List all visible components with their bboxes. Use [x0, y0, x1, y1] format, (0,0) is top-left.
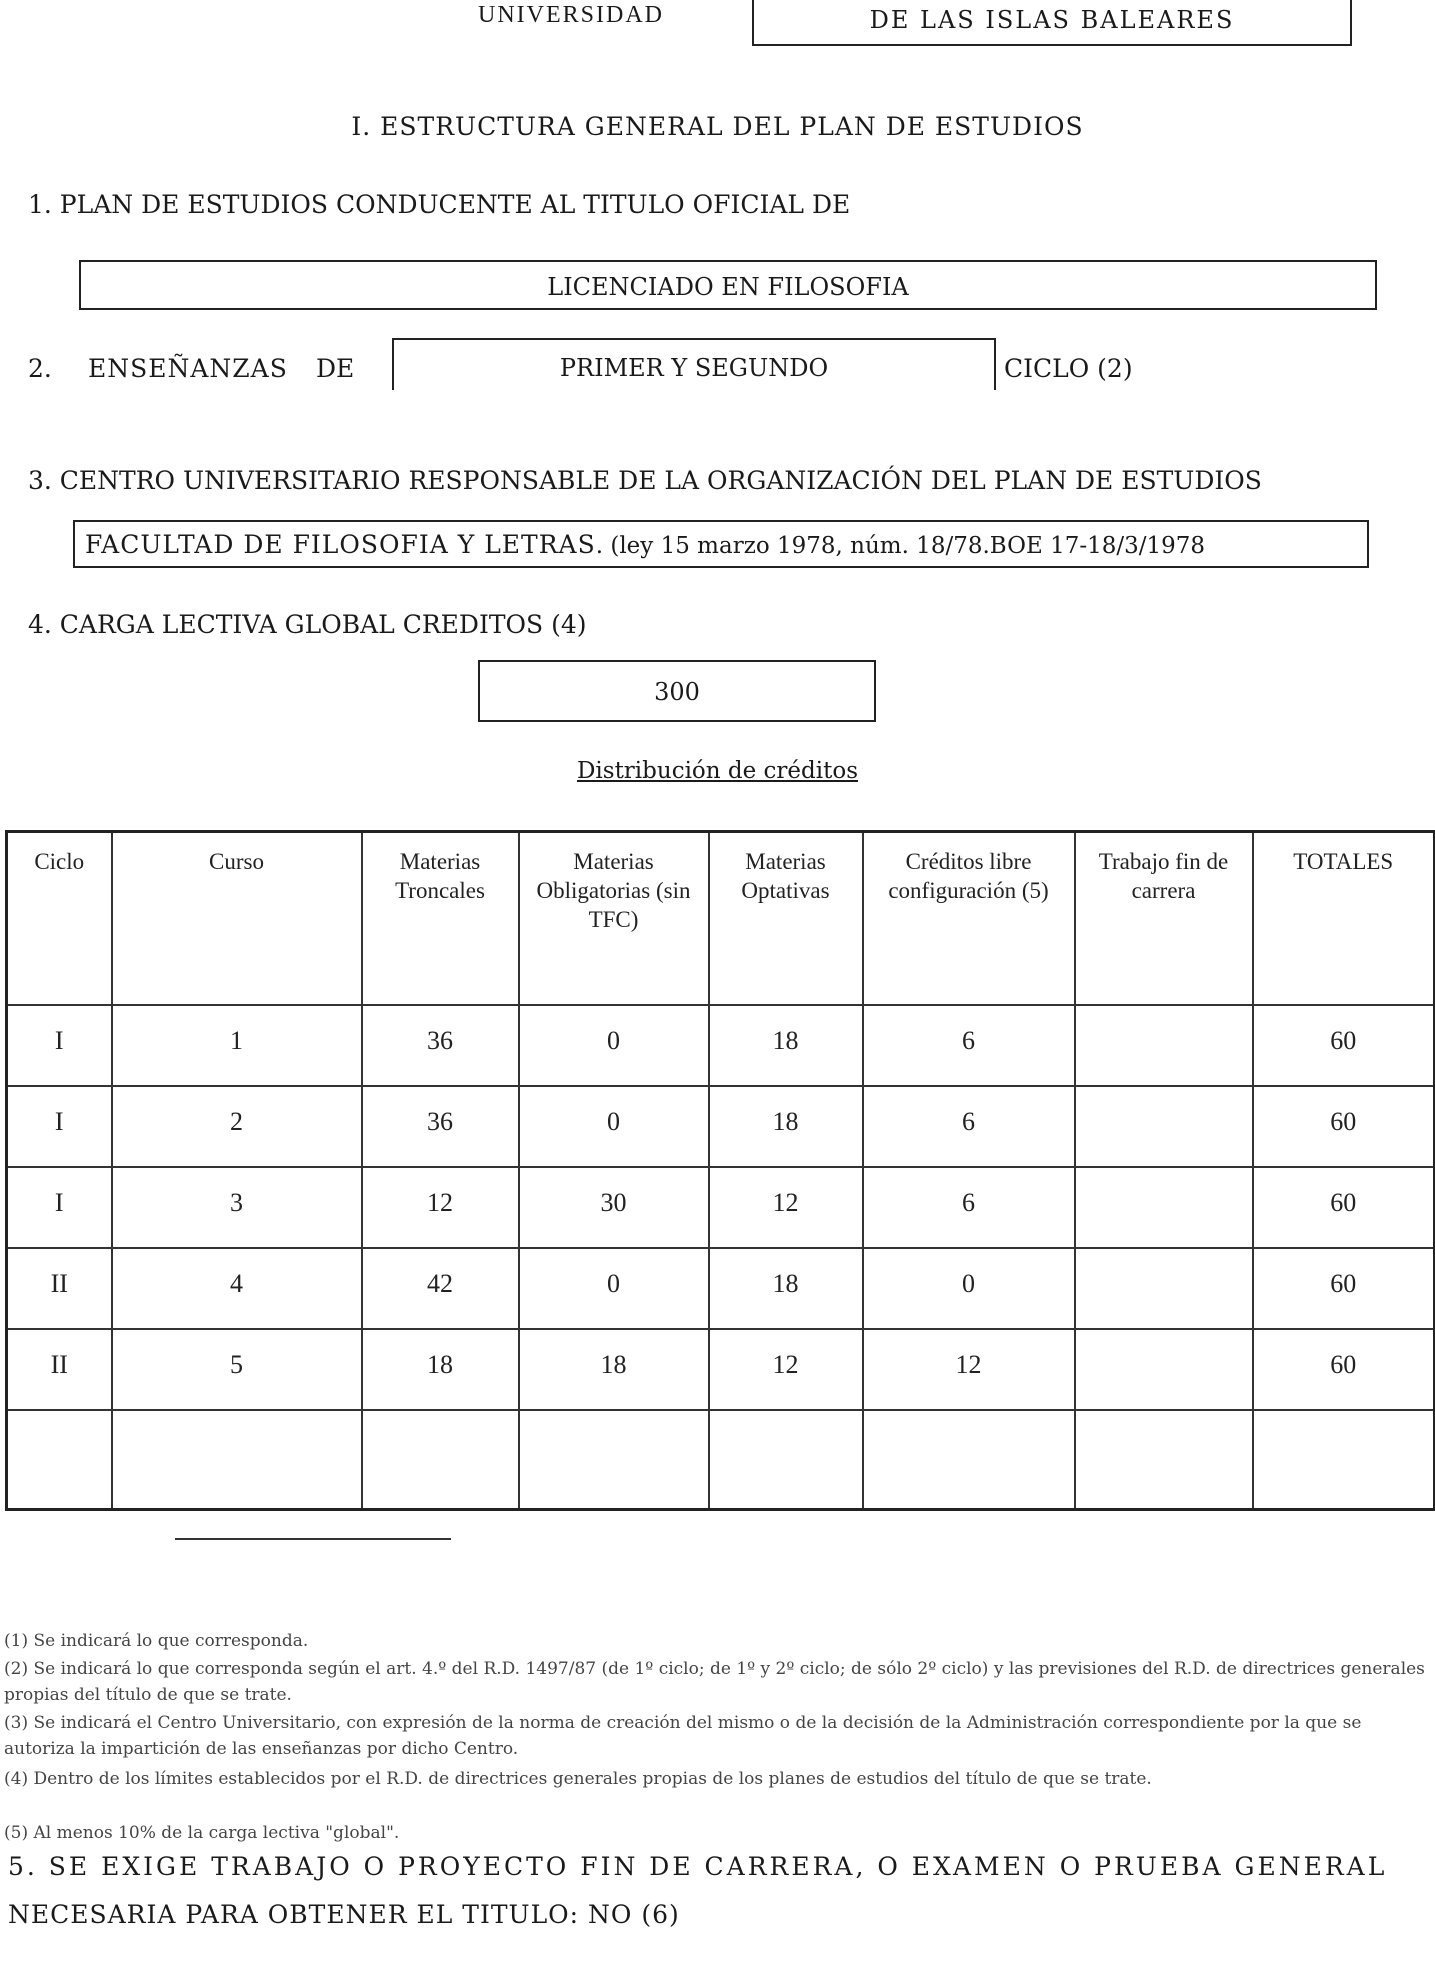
cell-libre-configuracion: 6 [863, 1167, 1075, 1248]
cell-curso [112, 1410, 362, 1510]
cell-ciclo: II [7, 1329, 112, 1410]
cell-ciclo: II [7, 1248, 112, 1329]
item1-label: 1. PLAN DE ESTUDIOS CONDUCENTE AL TITULO OFICIAL DE [28, 190, 851, 219]
cell-obligatorias: 0 [519, 1248, 709, 1329]
cell-troncales: 12 [362, 1167, 519, 1248]
cell-curso: 1 [112, 1005, 362, 1086]
faculty-law-reference: . (ley 15 marzo 1978, núm. 18/78.BOE 17-18/3/1978 [595, 533, 1206, 559]
cell-troncales: 18 [362, 1329, 519, 1410]
cell-ciclo: I [7, 1005, 112, 1086]
cell-obligatorias: 30 [519, 1167, 709, 1248]
cell-totales: 60 [1253, 1167, 1435, 1248]
cell-curso: 2 [112, 1086, 362, 1167]
header-curso: Curso [112, 832, 362, 1006]
item2-suffix: CICLO (2) [1004, 354, 1133, 383]
cell-trabajo-fin-carrera [1075, 1086, 1253, 1167]
cell-totales: 60 [1253, 1005, 1435, 1086]
section-title: I. ESTRUCTURA GENERAL DEL PLAN DE ESTUDIOS [351, 112, 1084, 141]
cell-curso: 5 [112, 1329, 362, 1410]
item2-label: ENSEÑANZAS [88, 354, 288, 383]
cell-troncales: 42 [362, 1248, 519, 1329]
cycle-box [392, 338, 996, 390]
credits-value: 300 [654, 678, 700, 706]
cell-optativas: 18 [709, 1086, 863, 1167]
cell-optativas: 18 [709, 1005, 863, 1086]
cell-curso: 4 [112, 1248, 362, 1329]
cell-trabajo-fin-carrera [1075, 1329, 1253, 1410]
cell-obligatorias: 0 [519, 1086, 709, 1167]
university-name: DE LAS ISLAS BALEARES [869, 6, 1235, 34]
table-row [7, 1086, 1435, 1167]
faculty-name: FACULTAD DE FILOSOFIA Y LETRAS [85, 530, 596, 559]
cell-obligatorias: 18 [519, 1329, 709, 1410]
cell-obligatorias [519, 1410, 709, 1510]
cell-totales: 60 [1253, 1086, 1435, 1167]
cell-libre-configuracion [863, 1410, 1075, 1510]
cell-libre-configuracion: 6 [863, 1005, 1075, 1086]
cell-libre-configuracion: 6 [863, 1086, 1075, 1167]
table-row [7, 1167, 1435, 1248]
cell-ciclo: I [7, 1167, 112, 1248]
table-row-empty [7, 1410, 1435, 1510]
cell-trabajo-fin-carrera [1075, 1005, 1253, 1086]
footnote-3 [4, 1710, 1430, 1762]
header-materias-obligatorias: Materias Obligatorias (sin TFC) [519, 832, 709, 1006]
footnote-2 [4, 1656, 1430, 1708]
cell-troncales: 36 [362, 1086, 519, 1167]
item5-line1: 5. SE EXIGE TRABAJO O PROYECTO FIN DE CARRERA, O EXAMEN O PRUEBA GENERAL [8, 1852, 1388, 1881]
cell-obligatorias: 0 [519, 1005, 709, 1086]
footnote-separator [175, 1538, 451, 1540]
cell-troncales [362, 1410, 519, 1510]
cycle-value: PRIMER Y SEGUNDO [559, 354, 829, 382]
cell-totales: 60 [1253, 1329, 1435, 1410]
table-row [7, 1329, 1435, 1410]
distribution-title [0, 758, 1435, 784]
faculty-box [73, 520, 1369, 568]
table-row [7, 1005, 1435, 1086]
credits-distribution-table [5, 830, 1435, 1511]
cell-optativas: 12 [709, 1329, 863, 1410]
footnote-2-text: (2) Se indicará lo que corresponda según el art. 4.º del R.D. 1497/87 (de 1º ciclo; de 1º y 2º ciclo; de sólo 2º ciclo) y las previsiones del R.D. de directrices generales propias del título de que se trate. [4, 1659, 1425, 1705]
university-name-box [752, 0, 1352, 46]
header-totales: TOTALES [1253, 832, 1435, 1006]
cell-totales: 60 [1253, 1248, 1435, 1329]
footnote-1: (1) Se indicará lo que corresponda. [4, 1631, 309, 1651]
cell-optativas: 12 [709, 1167, 863, 1248]
table-header-row [7, 832, 1435, 1006]
item4-label: 4. CARGA LECTIVA GLOBAL CREDITOS (4) [28, 610, 587, 639]
cell-trabajo-fin-carrera [1075, 1248, 1253, 1329]
cell-optativas [709, 1410, 863, 1510]
cell-totales [1253, 1410, 1435, 1510]
degree-title: LICENCIADO EN FILOSOFIA [547, 273, 909, 301]
table-row [7, 1248, 1435, 1329]
cell-trabajo-fin-carrera [1075, 1167, 1253, 1248]
item2-de: DE [316, 354, 355, 383]
header-creditos-libre: Créditos libre configuración (5) [863, 832, 1075, 1006]
footnote-5: (5) Al menos 10% de la carga lectiva "global". [4, 1823, 400, 1843]
item2-number: 2. [28, 354, 52, 383]
cell-libre-configuracion: 0 [863, 1248, 1075, 1329]
university-label: UNIVERSIDAD [478, 2, 664, 28]
cell-curso: 3 [112, 1167, 362, 1248]
cell-libre-configuracion: 12 [863, 1329, 1075, 1410]
cell-ciclo [7, 1410, 112, 1510]
faculty-value [75, 522, 1367, 559]
header-trabajo-fin-carrera: Trabajo fin de carrera [1075, 832, 1253, 1006]
header-ciclo: Ciclo [7, 832, 112, 1006]
header-materias-optativas: Materias Optativas [709, 832, 863, 1006]
degree-title-box [79, 260, 1377, 310]
footnote-4 [4, 1766, 1430, 1792]
cell-ciclo: I [7, 1086, 112, 1167]
credits-box [478, 660, 876, 722]
cell-trabajo-fin-carrera [1075, 1410, 1253, 1510]
cell-optativas: 18 [709, 1248, 863, 1329]
cell-troncales: 36 [362, 1005, 519, 1086]
distribution-title-text: Distribución de créditos [576, 758, 859, 784]
item3-label: 3. CENTRO UNIVERSITARIO RESPONSABLE DE LA ORGANIZACIÓN DEL PLAN DE ESTUDIOS [28, 466, 1262, 495]
footnote-4-text: (4) Dentro de los límites establecidos por el R.D. de directrices generales propias de los planes de estudios del título de que se trate. [4, 1769, 1152, 1789]
header-materias-troncales: Materias Troncales [362, 832, 519, 1006]
footnote-3-text: (3) Se indicará el Centro Universitario, con expresión de la norma de creación del mismo o de la decisión de la Administración correspondiente por la que se autoriza la impartición de las enseñanzas por dicho Centro. [4, 1713, 1362, 1759]
item5-line2: NECESARIA PARA OBTENER EL TITULO: NO (6) [8, 1900, 680, 1929]
